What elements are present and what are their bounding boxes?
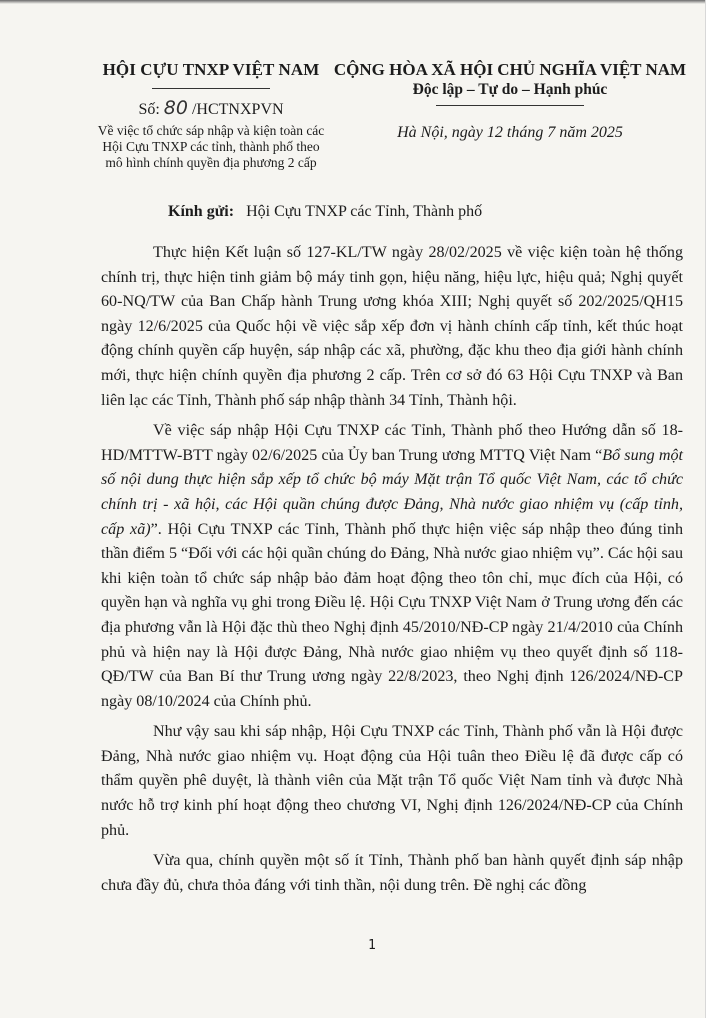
document-body [101, 241, 683, 904]
nation-name: CỘNG HÒA XÃ HỘI CHỦ NGHĨA VIỆT NAM [333, 60, 687, 79]
paragraph-text: Thực hiện Kết luận số 127-KL/TW ngày 28/02/2025 về việc kiện toàn hệ thống chính trị, thực hiện tinh giảm bộ máy tinh gọn, hiệu năng, hiệu lực, hiệu quả; Nghị quyết 60-NQ/TW của Ban Chấp hành Trung ương khóa XIII; Nghị quyết số 202/2025/QH15 ngày 12/6/2025 của Quốc hội về việc sắp xếp đơn vị hành chính cấp tỉnh, kết thúc hoạt động chính quyền cấp huyện, sáp nhập các xã, phường, đặc khu theo địa giới hành chính mới, thực hiện chính quyền địa phương 2 cấp. Trên cơ sở đó 63 Hội Cựu TNXP và Ban liên lạc các Tỉnh, Thành phố sáp nhập thành 34 Tỉnh, Thành hội. [101, 244, 683, 409]
national-heading [330, 60, 690, 142]
subject-line: Về việc tổ chức sáp nhập và kiện toàn các [97, 123, 325, 138]
page-right-edge [705, 0, 720, 1018]
paragraph-text: Như vậy sau khi sáp nhập, Hội Cựu TNXP các Tỉnh, Thành phố vẫn là Hội được Đảng, Nhà nước giao nhiệm vụ. Hoạt động của Hội tuân theo Điều lệ đã được cấp có thẩm quyền phê duyệt, là thành viên của Mặt trận Tổ quốc Việt Nam tỉnh và được Nhà nước hỗ trợ kinh phí hoạt động theo chương VI, Nghị định 126/2024/NĐ-CP của Chính phủ. [101, 723, 683, 839]
paragraph-text: ”. Hội Cựu TNXP các Tỉnh, Thành phố thực hiện việc sáp nhập theo đúng tinh thần điểm 5 “Đối với các hội quần chúng do Đảng, Nhà nước giao nhiệm vụ”. Các hội sau khi kiện toàn tổ chức sáp nhập bảo đảm hoạt động theo tôn chỉ, mục đích của Hội, có quyền hạn và nghĩa vụ ghi trong Điều lệ. Hội Cựu TNXP Việt Nam ở Trung ương đến các địa phương vẫn là Hội đặc thù theo Nghị định 45/2010/NĐ-CP ngày 21/4/2010 của Chính phủ và hiện nay là Hội được Đảng, Nhà nước giao nhiệm vụ theo quyết định số 118-QĐ/TW của Ban Bí thư Trung ương ngày 22/8/2023, theo Nghị định 126/2024/NĐ-CP ngày 08/10/2024 của Chính phủ. [101, 520, 684, 710]
body-paragraph [101, 720, 683, 843]
body-paragraph [101, 419, 683, 714]
page-number: 1 [368, 938, 376, 953]
paragraph-text: Về việc sáp nhập Hội Cựu TNXP các Tỉnh, Thành phố theo Hướng dẫn số 18-HD/MTTW-BTT ngày 02/6/2025 của Ủy ban Trung ương MTTQ Việt Nam “ [101, 422, 683, 464]
recipient-label: Kính gửi: [168, 203, 235, 220]
issuer-block [80, 60, 342, 171]
motto-underline [436, 105, 584, 106]
recipient-line [168, 203, 482, 221]
doc-number-handwritten: 80 [163, 97, 188, 119]
recipient-value: Hội Cựu TNXP các Tỉnh, Thành phố [246, 203, 483, 220]
paragraph-text: Vừa qua, chính quyền một số ít Tỉnh, Thành phố ban hành quyết định sáp nhập chưa đầy đủ, chưa thỏa đáng với tinh thần, nội dung trên. Đề nghị các đồng [101, 852, 683, 894]
doc-number-prefix: Số: [138, 101, 160, 118]
body-paragraph [101, 849, 683, 898]
body-paragraph [101, 241, 683, 413]
national-motto: Độc lập – Tự do – Hạnh phúc [412, 81, 608, 98]
scan-top-shadow [0, 0, 720, 4]
issuer-underline [152, 88, 270, 89]
issuer-name: HỘI CỰU TNXP VIỆT NAM [102, 60, 320, 79]
doc-number-suffix: /HCTNXPVN [191, 101, 284, 118]
document-subject [80, 123, 342, 171]
subject-line: mô hình chính quyền địa phương 2 cấp [105, 155, 317, 170]
quoted-italic-text: Bổ sung một số nội dung thực hiện sắp xếp tổ chức bộ máy Mặt trận Tổ quốc Việt Nam, các tổ chức chính trị - xã hội, các Hội quần chúng được Đảng, Nhà nước giao nhiệm vụ (cấp tỉnh, cấp xã) [101, 446, 684, 538]
place-and-date: Hà Nội, ngày 12 tháng 7 năm 2025 [397, 124, 623, 141]
subject-line: Hội Cựu TNXP các tỉnh, thành phố theo [102, 139, 320, 154]
document-number [80, 97, 342, 119]
